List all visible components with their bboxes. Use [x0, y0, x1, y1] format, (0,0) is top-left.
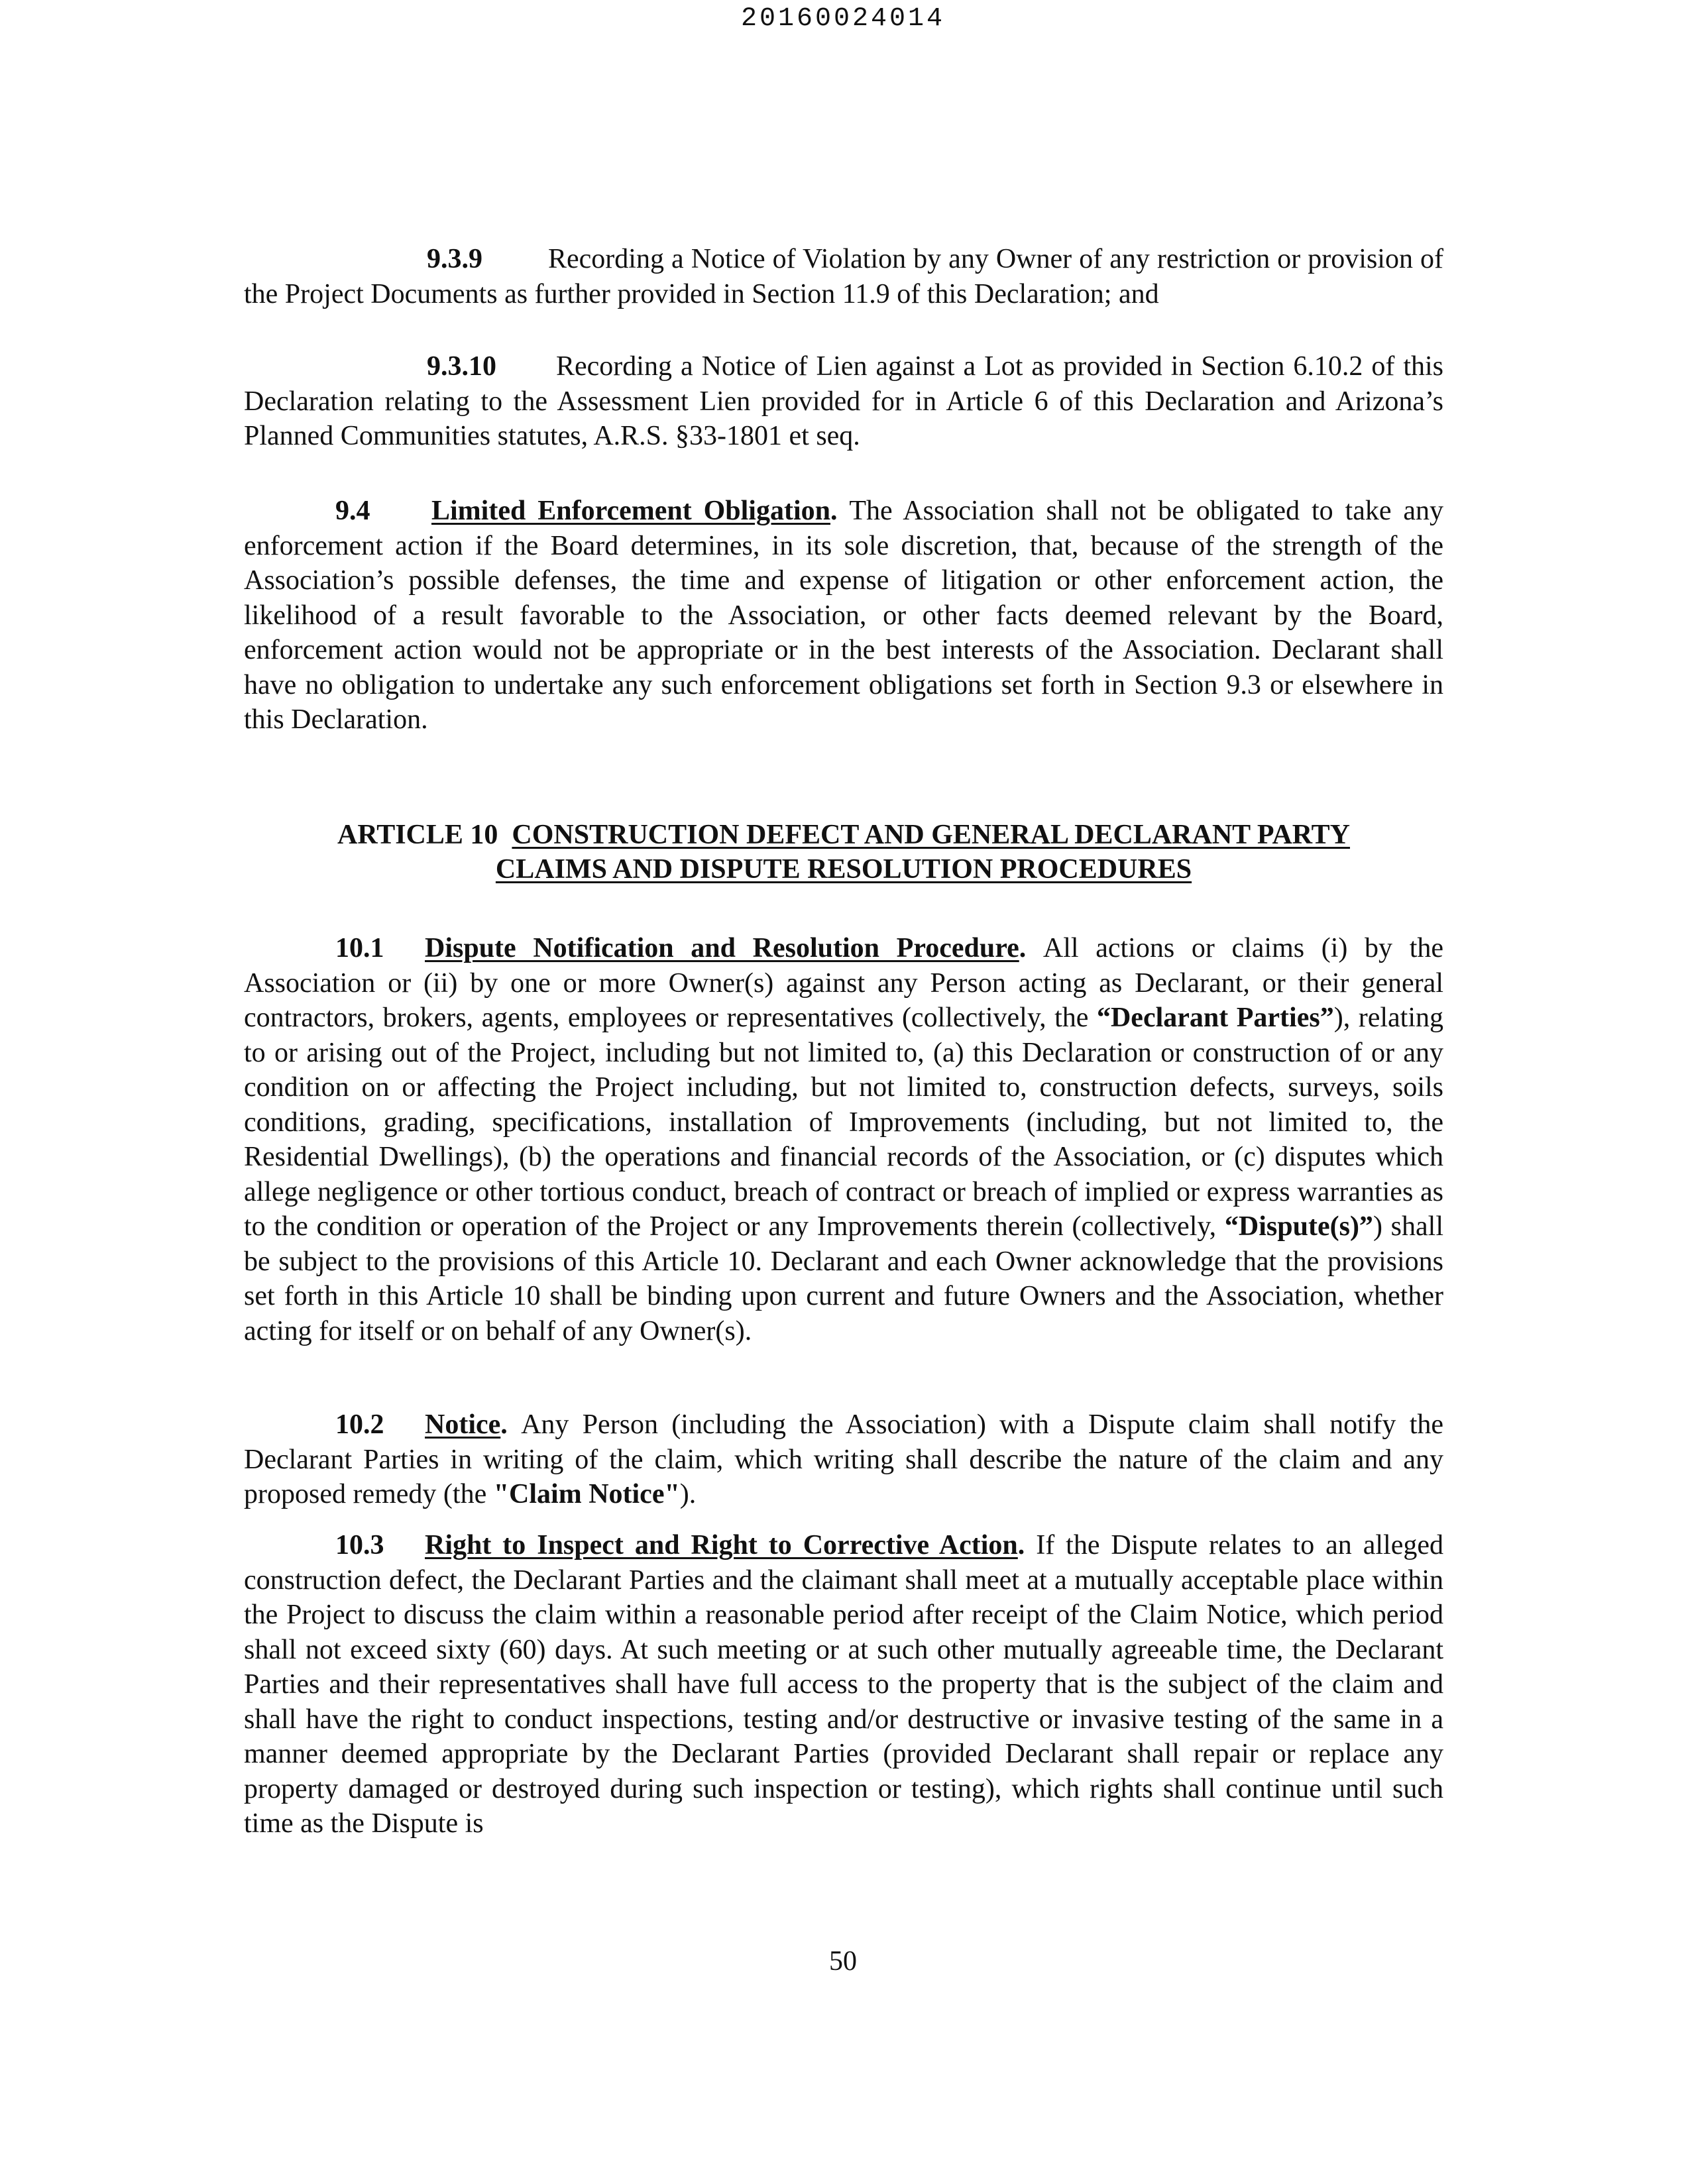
document-number: 20160024014	[740, 4, 946, 34]
section-heading: Notice	[425, 1409, 501, 1440]
section-number: 10.2	[335, 1409, 384, 1440]
section-text-b: ), relating to or arising out of the Project, including but not limited to, (a) this Declaration or construction of or any condition on or affecting the Project including, but not limited to, construction defects, surveys, soils conditions, grading, specifications, installation of Improvements (including, but not limited to, the Residential Dwellings), (b) the operations and financial records of the Association, or (c) disputes which allege negligence or other tortious conduct, breach of contract or breach of implied or express warranties as to the condition or operation of the Project or any Improvements therein (collectively,	[244, 1003, 1443, 1242]
section-heading: Right to Inspect and Right to Corrective Action	[425, 1530, 1018, 1560]
section-text: Recording a Notice of Lien against a Lot as provided in Section 6.10.2 of this Declaration relating to the Assessment Lien provided for in Article 6 of this Declaration and Arizona’s Planned Communities statutes, A.R.S. §33-1801 et seq.	[244, 351, 1443, 451]
defined-term-disputes: “Dispute(s)”	[1224, 1211, 1373, 1242]
section-9-4: 9.4 Limited Enforcement Obligation. The Association shall not be obligated to take any enforcement action if the Board determines, in its sole discretion, that, because of the strength of the Association’s possible defenses, the time and expense of litigation or other enforcement action, the likelihood of a result favorable to the Association, or other facts deemed relevant by the Board, enforcement action would not be appropriate or in the best interests of the Association. Declarant shall have no obligation to undertake any such enforcement obligations set forth in Section 9.3 or elsewhere in this Declaration.	[244, 494, 1443, 737]
section-text-c: ) shall be subject to the provisions of this Article 10. Declarant and each Owner acknowledge that the provisions set forth in this Article 10 shall be binding upon current and future Owners and the Association, whether acting for itself or on behalf of any Owner(s).	[244, 1211, 1444, 1346]
section-heading: Limited Enforcement Obligation	[431, 496, 830, 526]
section-9-3-9	[244, 242, 1443, 311]
page-number: 50	[829, 1946, 857, 1977]
section-text-a: Any Person (including the Association) with a Dispute claim shall notify the Declarant Parties in writing of the claim, which writing shall describe the nature of the claim and any proposed remedy (the	[244, 1409, 1444, 1509]
section-text: The Association shall not be obligated to take any enforcement action if the Board determines, in its sole discretion, that, because of the strength of the Association’s possible defenses, the time and expense of litigation or other enforcement action, the likelihood of a result favorable to the Association, or other facts deemed relevant by the Board, enforcement action would not be appropriate or in the best interests of the Association. Declarant shall have no obligation to undertake any such enforcement obligations set forth in Section 9.3 or elsewhere in this Declaration.	[244, 496, 1444, 735]
section-text-b: ).	[679, 1479, 697, 1509]
article-title-line-2: CLAIMS AND DISPUTE RESOLUTION PROCEDURES	[495, 854, 1192, 885]
section-number: 10.1	[335, 933, 384, 963]
section-10-2: 10.2 Notice. Any Person (including the Association) with a Dispute claim shall notify the Declarant Parties in writing of the claim, which writing shall describe the nature of the claim and any proposed remedy (the "Claim Notice").	[244, 1407, 1443, 1512]
article-label: ARTICLE 10	[337, 820, 498, 850]
section-text: Recording a Notice of Violation by any Owner of any restriction or provision of the Project Documents as further provided in Section 11.9 of this Declaration; and	[244, 244, 1443, 309]
section-text-a: All actions or claims (i) by the Association or (ii) by one or more Owner(s) against any Person acting as Declarant, or their general contractors, brokers, agents, employees or representatives (collectively, the	[244, 933, 1444, 1033]
section-10-1: 10.1 Dispute Notification and Resolution Procedure. All actions or claims (i) by the Association or (ii) by one or more Owner(s) against any Person acting as Declarant, or their general contractors, brokers, agents, employees or representatives (collectively, the “Declarant Parties”), relating to or arising out of the Project, including but not limited to, (a) this Declaration or construction of or any condition on or affecting the Project including, but not limited to, construction defects, surveys, soils conditions, grading, specifications, installation of Improvements (including, but not limited to, the Residential Dwellings), (b) the operations and financial records of the Association, or (c) disputes which allege negligence or other tortious conduct, breach of contract or breach of implied or express warranties as to the condition or operation of the Project or any Improvements therein (collectively, “Dispute(s)”) shall be subject to the provisions of this Article 10. Declarant and each Owner acknowledge that the provisions set forth in this Article 10 shall be binding upon current and future Owners and the Association, whether acting for itself or on behalf of any Owner(s).	[244, 931, 1443, 1348]
section-9-3-10	[244, 349, 1443, 454]
section-text: If the Dispute relates to an alleged construction defect, the Declarant Parties and the claimant shall meet at a mutually acceptable place within the Project to discuss the claim within a reasonable period after receipt of the Claim Notice, which period shall not exceed sixty (60) days. At such meeting or at such other mutually agreeable time, the Declarant Parties and their representatives shall have full access to the property that is the subject of the claim and shall have the right to conduct inspections, testing and/or destructive or invasive testing of the same in a manner deemed appropriate by the Declarant Parties (provided Declarant shall repair or replace any property damaged or destroyed during such inspection or testing), which rights shall continue until such time as the Dispute is	[244, 1530, 1444, 1839]
section-10-3: 10.3 Right to Inspect and Right to Corrective Action. If the Dispute relates to an alleged construction defect, the Declarant Parties and the claimant shall meet at a mutually acceptable place within the Project to discuss the claim within a reasonable period after receipt of the Claim Notice, which period shall not exceed sixty (60) days. At such meeting or at such other mutually agreeable time, the Declarant Parties and their representatives shall have full access to the property that is the subject of the claim and shall have the right to conduct inspections, testing and/or destructive or invasive testing of the same in a manner deemed appropriate by the Declarant Parties (provided Declarant shall repair or replace any property damaged or destroyed during such inspection or testing), which rights shall continue until such time as the Dispute is	[244, 1528, 1443, 1841]
section-number: 10.3	[335, 1530, 384, 1560]
article-10-heading	[244, 818, 1443, 887]
section-number: 9.3.10	[427, 351, 496, 382]
defined-term-declarant-parties: “Declarant Parties”	[1096, 1003, 1334, 1033]
section-number: 9.3.9	[427, 244, 482, 274]
section-number: 9.4	[335, 496, 370, 526]
article-title-line-1: CONSTRUCTION DEFECT AND GENERAL DECLARANT PARTY	[512, 820, 1350, 850]
section-heading: Dispute Notification and Resolution Procedure	[425, 933, 1019, 963]
defined-term-claim-notice: "Claim Notice"	[493, 1479, 680, 1509]
